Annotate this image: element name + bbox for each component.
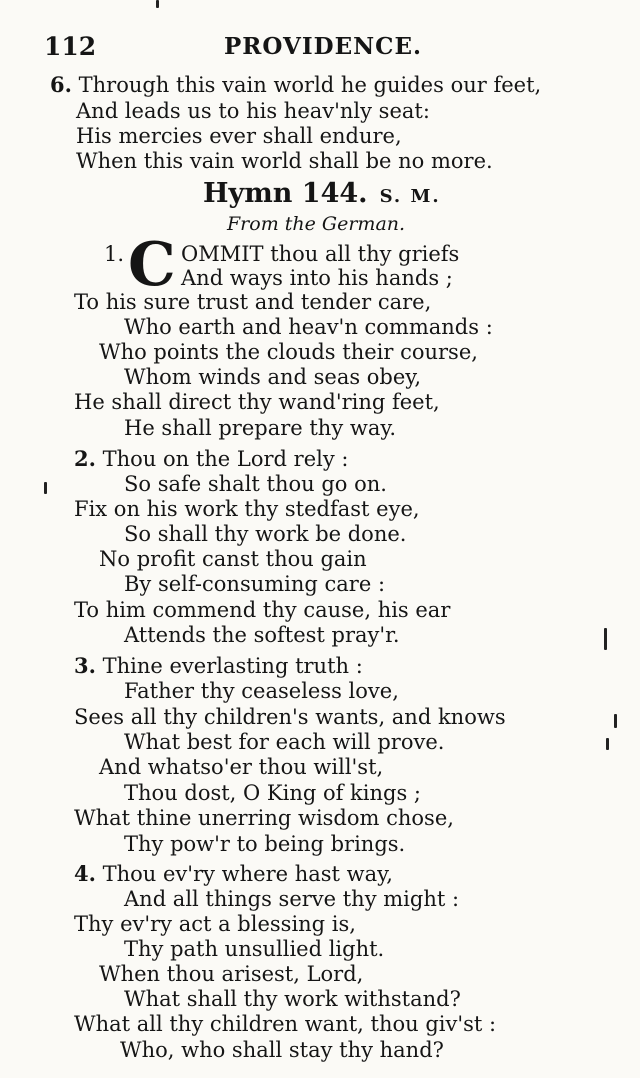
hymn-meter: S. M. <box>379 186 441 207</box>
stanza-3-line-4: What best for each will prove. <box>124 730 445 754</box>
stanza-1-line-2: And ways into his hands ; <box>181 266 453 290</box>
stanza-3-line-5: And whatso'er thou will'st, <box>99 755 384 779</box>
stanza-1-line-6: Whom winds and seas obey, <box>124 365 422 389</box>
stanza-1-line-1: OMMIT thou all thy griefs <box>181 242 460 266</box>
hymn-title: Hymn 144. S. M. <box>203 178 441 209</box>
stanza-4-line-2: And all things serve thy might : <box>124 887 460 911</box>
stanza-4-line-1: 4. Thou ev'ry where hast way, <box>74 861 393 886</box>
scan-speck <box>604 628 607 650</box>
stanza-3-line-2: Father thy ceaseless love, <box>124 679 399 703</box>
scan-speck <box>606 738 609 750</box>
stanza-4-line-3: Thy ev'ry act a blessing is, <box>74 912 356 936</box>
stanza-4-line-7: What all thy children want, thou giv'st : <box>74 1012 497 1036</box>
stanza-2-line-1: 2. Thou on the Lord rely : <box>74 446 349 471</box>
drop-cap-letter: C <box>128 230 176 300</box>
stanza-3-line-8: Thy pow'r to being brings. <box>124 832 406 856</box>
stanza-1-number: 1. <box>104 242 125 266</box>
stanza-3-line-6: Thou dost, O King of kings ; <box>124 781 421 805</box>
stanza-2-line-6: By self-consuming care : <box>124 572 386 596</box>
stanza-3-line-7: What thine unerring wisdom chose, <box>74 806 454 830</box>
scan-speck <box>614 714 617 728</box>
scan-speck <box>156 0 159 8</box>
stanza-2-line-8: Attends the softest pray'r. <box>124 623 400 647</box>
prev-stanza-line-2: And leads us to his heav'nly seat: <box>76 99 430 123</box>
running-head: PROVIDENCE. <box>224 33 422 60</box>
prev-stanza-line-4: When this vain world shall be no more. <box>76 149 493 173</box>
hymn-attribution: From the German. <box>227 213 406 235</box>
stanza-4-line-8: Who, who shall stay thy hand? <box>120 1038 444 1062</box>
stanza-2-line-3: Fix on his work thy stedfast eye, <box>74 497 420 521</box>
stanza-3-line-1: 3. Thine everlasting truth : <box>74 653 363 678</box>
stanza-4-line-6: What shall thy work withstand? <box>124 987 461 1011</box>
stanza-1-line-5: Who points the clouds their course, <box>99 340 478 364</box>
stanza-1-line-8: He shall prepare thy way. <box>124 416 397 440</box>
prev-stanza-number: 6. <box>50 72 72 97</box>
stanza-1-line-4: Who earth and heav'n commands : <box>124 315 493 339</box>
stanza-4-line-5: When thou arisest, Lord, <box>99 962 364 986</box>
stanza-1-line-7: He shall direct thy wand'ring feet, <box>74 390 440 414</box>
prev-stanza-line-1: 6. Through this vain world he guides our feet, <box>50 72 542 97</box>
scan-speck <box>44 482 47 494</box>
stanza-4-line-4: Thy path unsullied light. <box>124 937 385 961</box>
stanza-2-line-5: No profit canst thou gain <box>99 547 367 571</box>
stanza-1-line-3: To his sure trust and tender care, <box>74 290 432 314</box>
stanza-2-line-2: So safe shalt thou go on. <box>124 472 387 496</box>
page-number: 112 <box>44 32 97 61</box>
stanza-2-line-4: So shall thy work be done. <box>124 522 407 546</box>
stanza-3-line-3: Sees all thy children's wants, and knows <box>74 705 506 729</box>
stanza-2-line-7: To him commend thy cause, his ear <box>74 598 451 622</box>
page-header <box>44 32 604 64</box>
prev-stanza-line-3: His mercies ever shall endure, <box>76 124 402 148</box>
